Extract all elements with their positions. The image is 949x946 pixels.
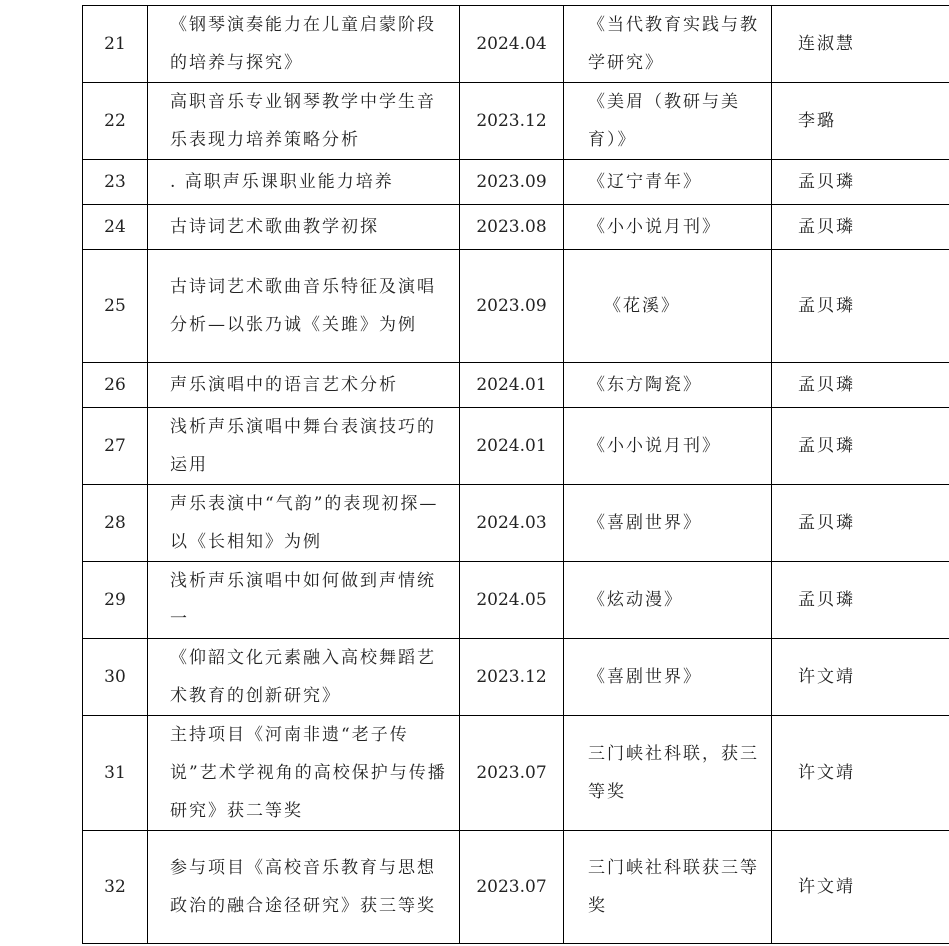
- row-number: 28: [83, 485, 148, 562]
- publish-date: 2023.07: [460, 716, 564, 831]
- paper-title: 古诗词艺术歌曲音乐特征及演唱分析—以张乃诚《关雎》为例: [148, 250, 460, 363]
- journal-name: 三门峡社科联，获三等奖: [564, 716, 772, 831]
- journal-name: 《花溪》: [564, 250, 772, 363]
- publish-date: 2024.03: [460, 485, 564, 562]
- author-name: 连淑慧: [772, 6, 949, 83]
- row-number: 26: [83, 363, 148, 408]
- publication-table: [82, 5, 949, 944]
- row-number: 30: [83, 639, 148, 716]
- journal-name: 《东方陶瓷》: [564, 363, 772, 408]
- author-name: 孟贝璘: [772, 363, 949, 408]
- paper-title: . 高职声乐课职业能力培养: [148, 160, 460, 205]
- journal-name: 《小小说月刊》: [564, 408, 772, 485]
- author-name: 许文靖: [772, 831, 949, 944]
- table-row: [83, 160, 949, 205]
- table-row: [83, 562, 949, 639]
- journal-name: 三门峡社科联获三等奖: [564, 831, 772, 944]
- row-number: 25: [83, 250, 148, 363]
- journal-name: 《当代教育实践与教学研究》: [564, 6, 772, 83]
- table-row: [83, 205, 949, 250]
- paper-title: 参与项目《高校音乐教育与思想政治的融合途径研究》获三等奖: [148, 831, 460, 944]
- journal-name: 《喜剧世界》: [564, 485, 772, 562]
- author-name: 孟贝璘: [772, 205, 949, 250]
- journal-name: 《喜剧世界》: [564, 639, 772, 716]
- publish-date: 2023.09: [460, 160, 564, 205]
- author-name: 孟贝璘: [772, 408, 949, 485]
- row-number: 32: [83, 831, 148, 944]
- paper-title: 浅析声乐演唱中如何做到声情统一: [148, 562, 460, 639]
- row-number: 23: [83, 160, 148, 205]
- publish-date: 2023.09: [460, 250, 564, 363]
- row-number: 29: [83, 562, 148, 639]
- table-row: [83, 485, 949, 562]
- table-row: [83, 716, 949, 831]
- author-name: 孟贝璘: [772, 485, 949, 562]
- author-name: 李璐: [772, 83, 949, 160]
- table-row: [83, 250, 949, 363]
- table-row: [83, 83, 949, 160]
- author-name: 许文靖: [772, 639, 949, 716]
- paper-title: 高职音乐专业钢琴教学中学生音乐表现力培养策略分析: [148, 83, 460, 160]
- journal-name: 《炫动漫》: [564, 562, 772, 639]
- paper-title: 浅析声乐演唱中舞台表演技巧的运用: [148, 408, 460, 485]
- paper-title: 古诗词艺术歌曲教学初探: [148, 205, 460, 250]
- paper-title: 声乐演唱中的语言艺术分析: [148, 363, 460, 408]
- journal-name: 《辽宁青年》: [564, 160, 772, 205]
- table-row: [83, 6, 949, 83]
- paper-title: 《钢琴演奏能力在儿童启蒙阶段的培养与探究》: [148, 6, 460, 83]
- row-number: 31: [83, 716, 148, 831]
- author-name: 孟贝璘: [772, 160, 949, 205]
- publish-date: 2024.04: [460, 6, 564, 83]
- paper-title: 主持项目《河南非遗“老子传说”艺术学视角的高校保护与传播研究》获二等奖: [148, 716, 460, 831]
- author-name: 孟贝璘: [772, 250, 949, 363]
- publish-date: 2023.12: [460, 83, 564, 160]
- author-name: 孟贝璘: [772, 562, 949, 639]
- publish-date: 2023.08: [460, 205, 564, 250]
- row-number: 21: [83, 6, 148, 83]
- table-row: [83, 639, 949, 716]
- author-name: 许文靖: [772, 716, 949, 831]
- paper-title: 《仰韶文化元素融入高校舞蹈艺术教育的创新研究》: [148, 639, 460, 716]
- table-row: [83, 408, 949, 485]
- paper-title: 声乐表演中“气韵”的表现初探—以《长相知》为例: [148, 485, 460, 562]
- journal-name: 《小小说月刊》: [564, 205, 772, 250]
- row-number: 27: [83, 408, 148, 485]
- publish-date: 2023.07: [460, 831, 564, 944]
- publish-date: 2023.12: [460, 639, 564, 716]
- table-row: [83, 831, 949, 944]
- row-number: 24: [83, 205, 148, 250]
- publish-date: 2024.01: [460, 408, 564, 485]
- publish-date: 2024.05: [460, 562, 564, 639]
- journal-name: 《美眉（教研与美育）》: [564, 83, 772, 160]
- table-row: [83, 363, 949, 408]
- row-number: 22: [83, 83, 148, 160]
- publish-date: 2024.01: [460, 363, 564, 408]
